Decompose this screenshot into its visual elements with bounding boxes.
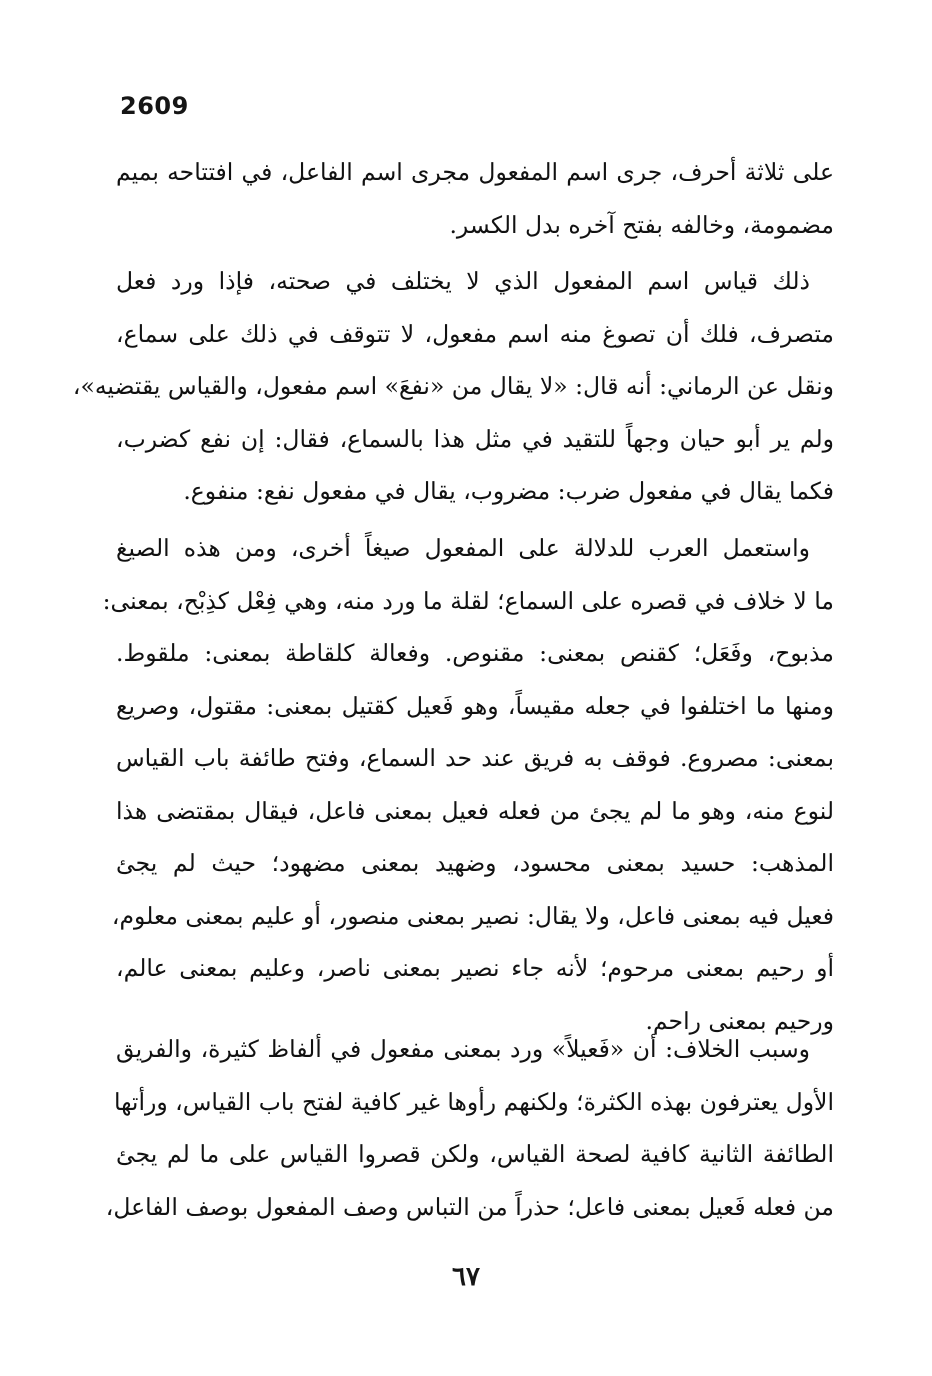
paragraph-line: ذلك قياس اسم المفعول الذي لا يختلف في صحته، فإذا ورد فعل [116,267,810,295]
paragraph-line: ولم ير أبو حيان وجهاً للتقيد في مثل هذا بالسماع، فقال: إن نفع كضرب، [116,424,834,453]
page-header-number: 2609 [120,92,189,120]
paragraph-line: مذبوح، وفَعَل؛ كقنص بمعنى: مقنوص. وفعالة كلقاطة بمعنى: ملقوط. [116,639,834,667]
paragraph-line: لنوع منه، وهو ما لم يجئ من فعله فعيل بمعنى فاعل، فيقال بمقتضى هذا [116,796,834,825]
paragraph-line: فكما يقال في مفعول ضرب: مضروب، يقال في مفعول نفع: منفوع. [183,477,834,505]
paragraph-line: أو رحيم بمعنى مرحوم؛ لأنه جاء نصير بمعنى ناصر، وعليم بمعنى عالم، [116,954,834,982]
paragraph-line: من فعله فَعيل بمعنى فاعل؛ حذراً من التباس وصف المفعول بوصف الفاعل، [105,1192,834,1221]
paragraph-line: متصرف، فلك أن تصوغ منه اسم مفعول، لا تتوقف في ذلك على سماع، [116,319,834,348]
paragraph-line: مضمومة، وخالفه بفتح آخره بدل الكسر. [449,210,834,239]
paragraph-line: ونقل عن الرماني: أنه قال: «لا يقال من «نفعَ» اسم مفعول، والقياس يقتضيه»، [72,372,834,400]
paragraph-line: ما لا خلاف في قصره على السماع؛ لقلة ما ورد منه، وهي فِعْل كذِبْح، بمعنى: [102,586,834,615]
paragraph-line: على ثلاثة أحرف، جرى اسم المفعول مجرى اسم الفاعل، في افتتاحه بميم [116,158,834,186]
paragraph-1 [116,146,834,251]
paragraph-3 [102,522,834,1047]
paragraph-line: وسبب الخلاف: أن «فَعيلاً» ورد بمعنى مفعول في ألفاظ كثيرة، والفريق [116,1035,810,1063]
paragraph-2 [72,255,834,518]
paragraph-line: واستعمل العرب للدلالة على المفعول صيغاً أخرى، ومن هذه الصيغ [116,534,810,562]
paragraph-line: ومنها ما اختلفوا في جعله مقيساً، وهو فَعيل كقتيل بمعنى: مقتول، وصريع [116,691,834,720]
paragraph-line: المذهب: حسيد بمعنى محسود، وضهيد بمعنى مضهود؛ حيث لم يجئ [116,849,834,877]
paragraph-line: ورحيم بمعنى راحم. [645,1006,834,1035]
page-footer-number: ٦٧ [452,1262,480,1292]
paragraph-line: بمعنى: مصروع. فوقف به فريق عند حد السماع، وفتح طائفة باب القياس [116,744,834,772]
paragraph-line: الأول يعترفون بهذه الكثرة؛ ولكنهم رأوها غير كافية لفتح باب القياس، ورأتها [113,1087,834,1116]
paragraph-4 [105,1023,834,1233]
paragraph-line: فعيل فيه بمعنى فاعل، ولا يقال: نصير بمعنى منصور، أو عليم بمعنى معلوم، [111,901,834,930]
paragraph-line: الطائفة الثانية كافية لصحة القياس، ولكن قصروا القياس على ما لم يجئ [116,1140,834,1168]
